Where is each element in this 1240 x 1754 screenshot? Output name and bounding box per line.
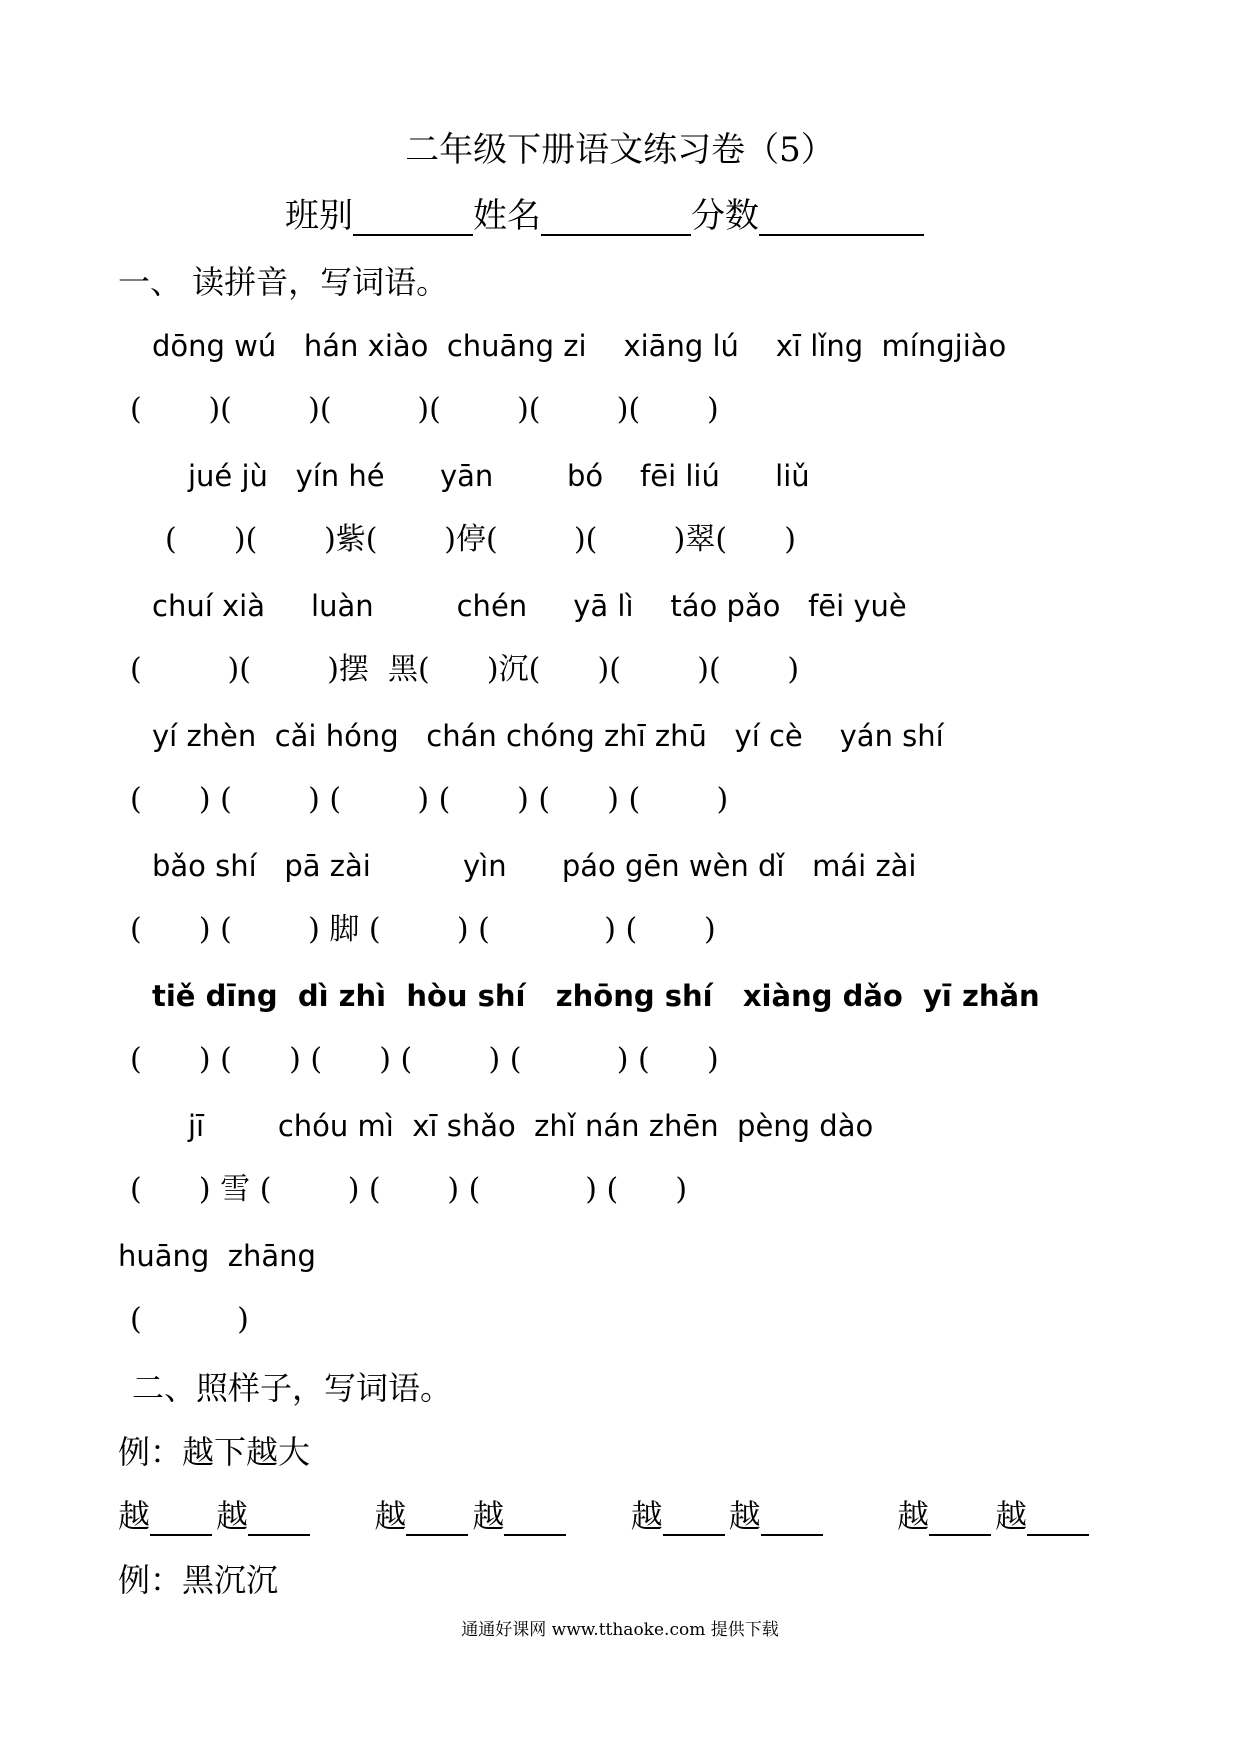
answer-bracket-row[interactable]: ( )( )紫( )停( )( )翠( )	[165, 522, 796, 557]
fill-blank[interactable]	[929, 1500, 991, 1536]
yue-char: 越	[630, 1497, 663, 1535]
answer-bracket-row[interactable]: ( ) ( ) ( ) ( ) ( ) ( )	[130, 782, 729, 817]
name-blank[interactable]	[541, 198, 691, 236]
yue-char: 越	[374, 1497, 407, 1535]
fill-blank[interactable]	[406, 1500, 468, 1536]
fill-blank[interactable]	[761, 1500, 823, 1536]
page-title: 二年级下册语文练习卷（5）	[405, 130, 835, 170]
name-label: 姓名	[473, 196, 541, 236]
pinyin-row: tiě dīng dì zhì hòu shí zhōng shí xiàng dǎo yī zhǎn	[152, 979, 1040, 1013]
fill-blank[interactable]	[504, 1500, 566, 1536]
yue-fill-row	[118, 1496, 1093, 1536]
pinyin-row: jī chóu mì xī shǎo zhǐ nán zhēn pèng dào	[188, 1109, 874, 1143]
yue-char: 越	[897, 1497, 930, 1535]
yue-char: 越	[472, 1497, 505, 1535]
score-blank[interactable]	[759, 198, 924, 236]
student-info-line	[285, 196, 924, 236]
fill-blank[interactable]	[663, 1500, 725, 1536]
pinyin-row: dōng wú hán xiào chuāng zi xiāng lú xī lǐng mínɡjiào	[152, 329, 1007, 363]
answer-bracket-row[interactable]: ( )( )摆 黑( )沉( )( )( )	[130, 652, 800, 687]
fill-blank[interactable]	[150, 1500, 212, 1536]
section-2-heading: 二、照样子，写词语。	[132, 1369, 453, 1407]
class-label: 班别	[285, 196, 353, 236]
pinyin-row: chuí xià luàn chén yā lì táo pǎo fēi yuè	[152, 589, 907, 623]
fill-blank[interactable]	[1027, 1500, 1089, 1536]
class-blank[interactable]	[353, 198, 473, 236]
answer-bracket-row[interactable]: ( )	[130, 1302, 249, 1337]
answer-bracket-row[interactable]: ( )( )( )( )( )( )	[130, 392, 719, 427]
fill-blank[interactable]	[248, 1500, 310, 1536]
score-label: 分数	[691, 196, 759, 236]
section-1-heading: 一、 读拼音，写词语。	[118, 263, 449, 301]
answer-bracket-row[interactable]: ( ) 雪 ( ) ( ) ( ) ( )	[130, 1172, 688, 1207]
pinyin-row: jué jù yín hé yān bó fēi liú liǔ	[188, 459, 810, 493]
pinyin-row: huāng zhāng	[118, 1239, 316, 1273]
yue-char: 越	[995, 1497, 1028, 1535]
yue-char: 越	[216, 1497, 249, 1535]
example-2: 例：黑沉沉	[118, 1561, 279, 1599]
example-1: 例：越下越大	[118, 1433, 311, 1471]
yue-char: 越	[728, 1497, 761, 1535]
answer-bracket-row[interactable]: ( ) ( ) ( ) ( ) ( ) ( )	[130, 1042, 719, 1077]
yue-char: 越	[118, 1497, 151, 1535]
pinyin-row: bǎo shí pā zài yìn páo gēn wèn dǐ mái zài	[152, 849, 917, 883]
footer-credit: 通通好课网 www.tthaoke.com 提供下载	[461, 1620, 779, 1640]
pinyin-row: yí zhèn cǎi hóng chán chóng zhī zhū yí cè yán shí	[152, 719, 944, 753]
answer-bracket-row[interactable]: ( ) ( ) 脚 ( ) ( ) ( )	[130, 912, 716, 947]
